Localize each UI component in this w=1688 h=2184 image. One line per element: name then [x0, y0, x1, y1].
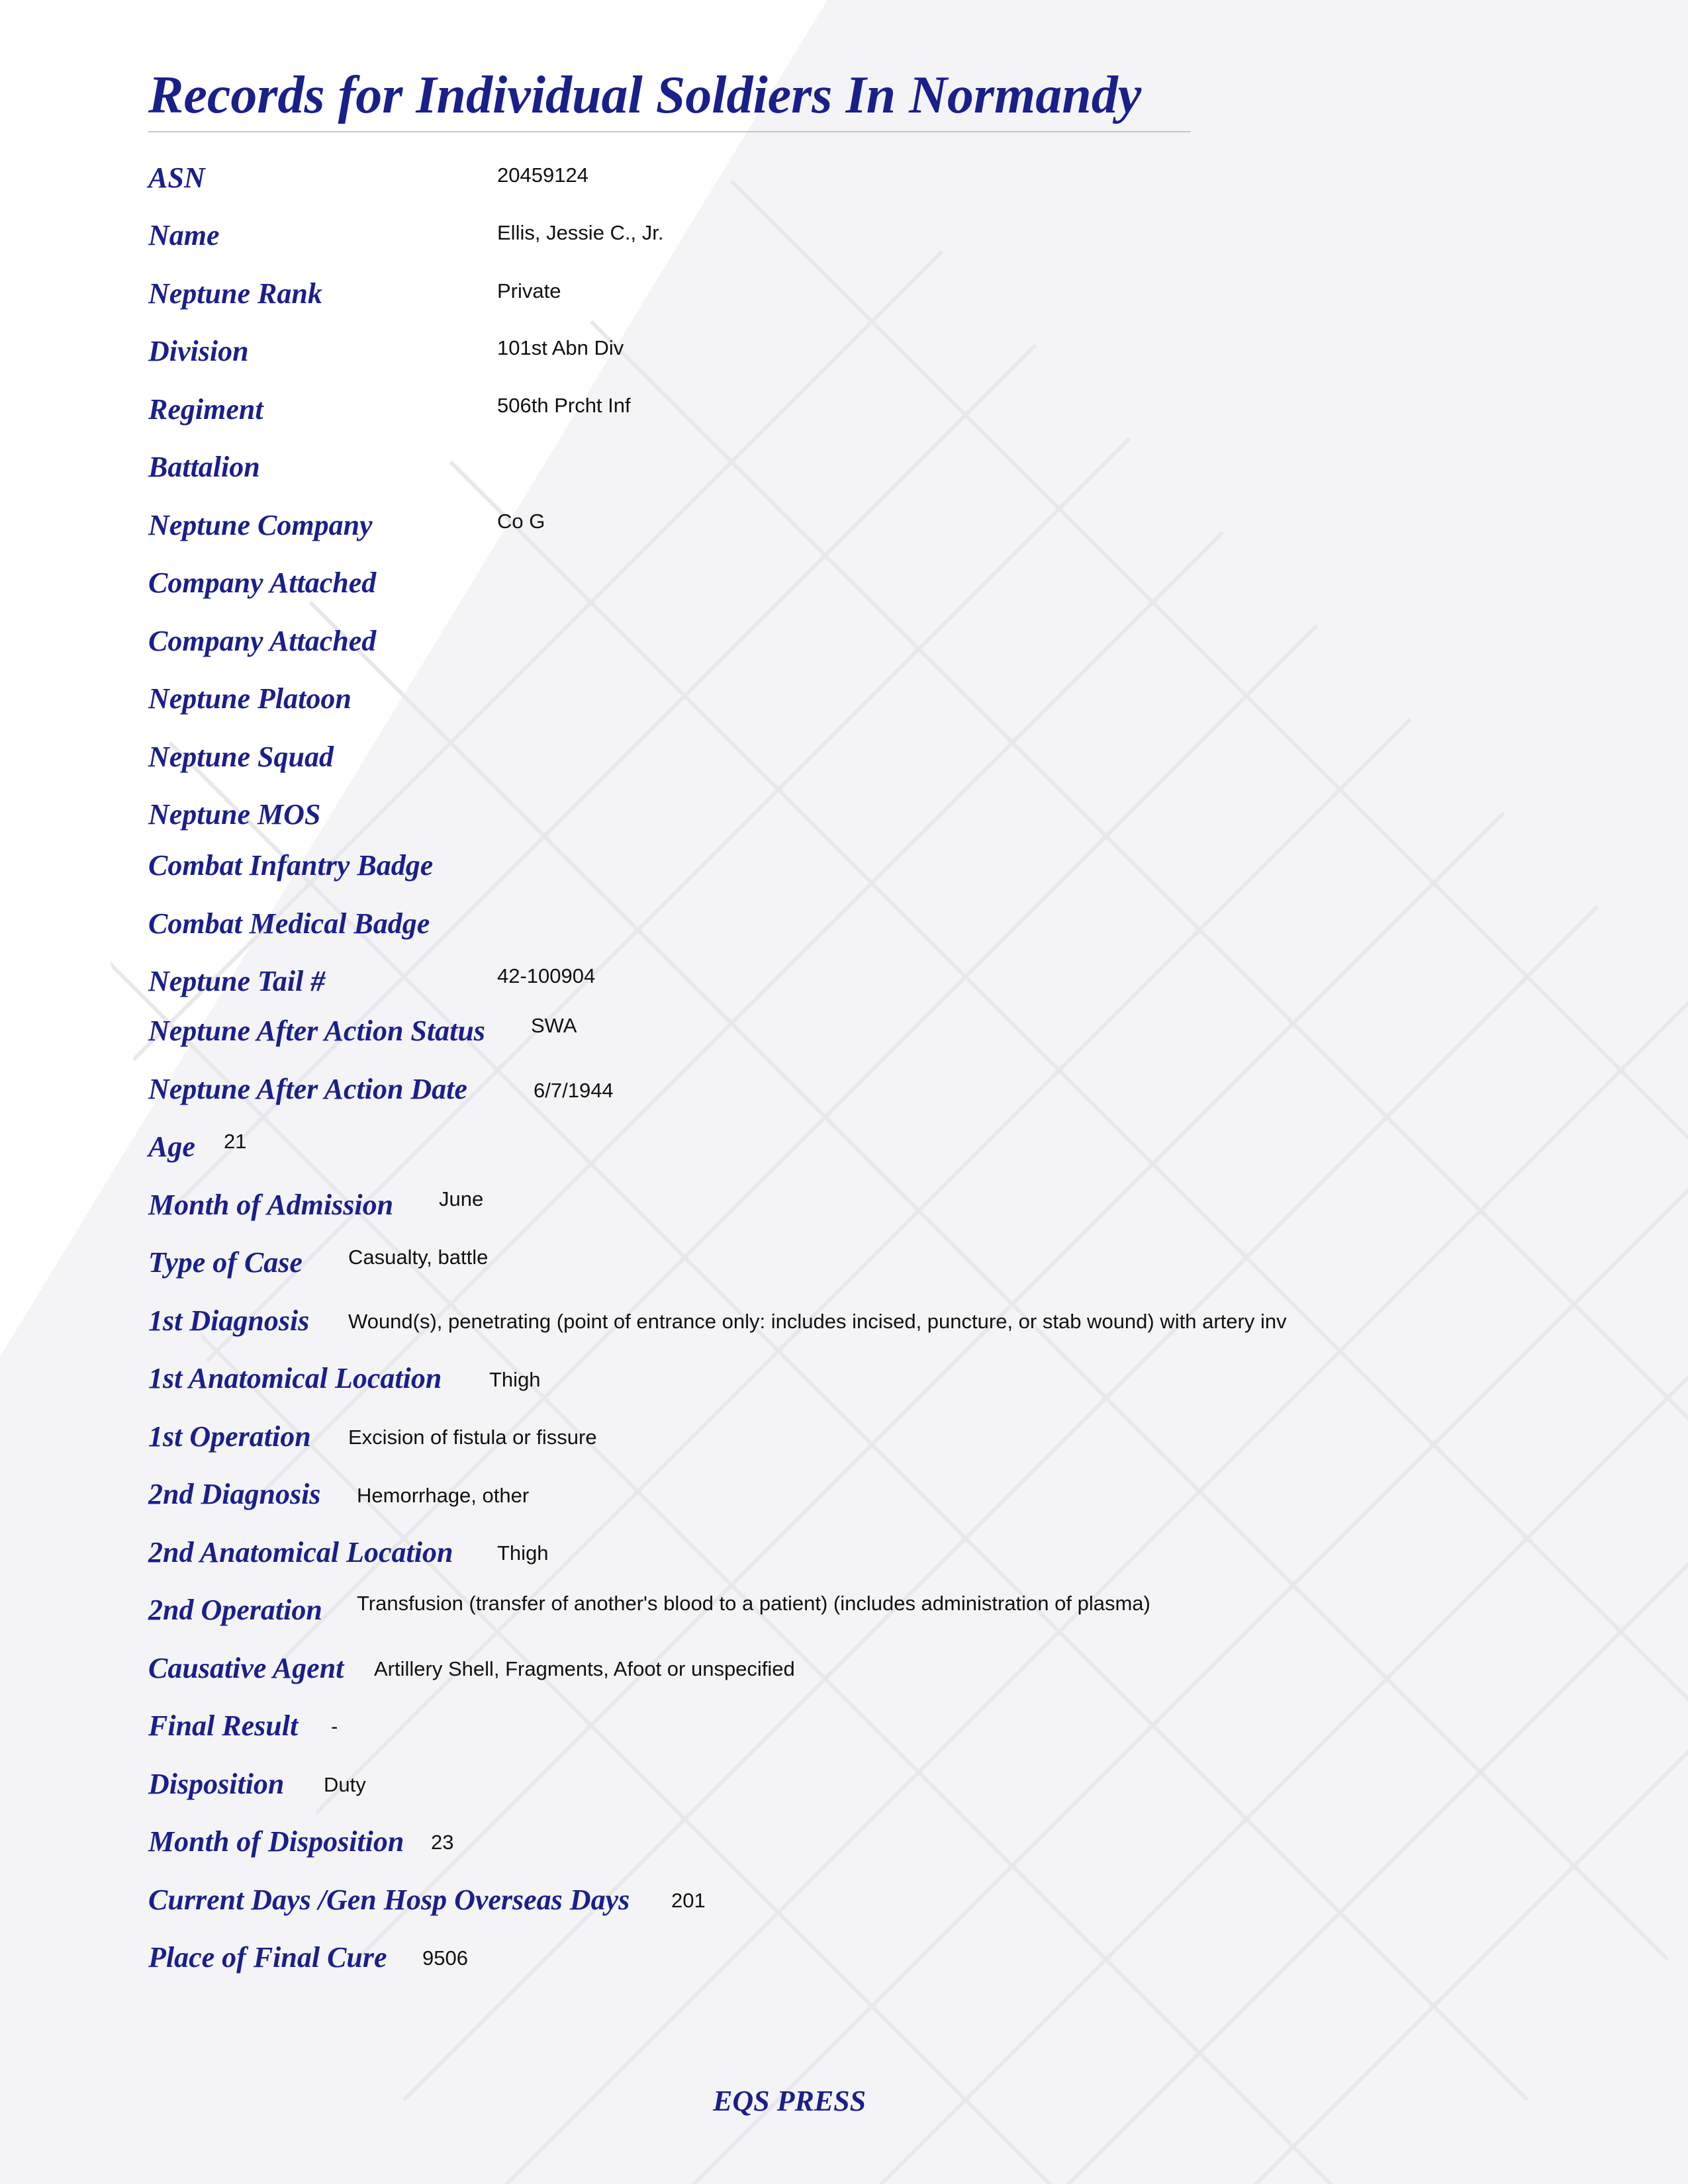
label-final-result: Final Result [148, 1709, 299, 1742]
label-company-attached-2: Company Attached [148, 625, 377, 657]
label-causative-agent: Causative Agent [148, 1652, 344, 1684]
label-place-of-final-cure: Place of Final Cure [148, 1941, 387, 1974]
value-after-action-status: SWA [531, 1014, 577, 1037]
value-age: 21 [224, 1130, 247, 1153]
label-after-action-date: Neptune After Action Date [148, 1073, 467, 1105]
label-month-of-admission: Month of Admission [148, 1189, 394, 1221]
value-1st-diagnosis: Wound(s), penetrating (point of entrance only: includes incised, puncture, or stab wound) with artery inv [348, 1310, 1287, 1333]
value-division: 101st Abn Div [497, 336, 624, 359]
label-neptune-mos: Neptune MOS [148, 798, 321, 831]
value-2nd-diagnosis: Hemorrhage, other [357, 1484, 530, 1507]
value-overseas-days: 201 [671, 1889, 706, 1912]
label-neptune-squad: Neptune Squad [148, 741, 334, 773]
label-2nd-diagnosis: 2nd Diagnosis [148, 1478, 321, 1510]
footer-publisher: EQS PRESS [713, 2085, 867, 2117]
label-month-of-disposition: Month of Disposition [148, 1825, 404, 1858]
value-name: Ellis, Jessie C., Jr. [497, 221, 664, 244]
label-combat-infantry-badge: Combat Infantry Badge [148, 849, 434, 882]
label-battalion: Battalion [148, 451, 260, 483]
value-1st-anatomical-location: Thigh [489, 1368, 541, 1391]
label-type-of-case: Type of Case [148, 1246, 303, 1279]
label-2nd-operation: 2nd Operation [148, 1594, 322, 1626]
value-final-result: - [331, 1715, 338, 1738]
label-1st-anatomical-location: 1st Anatomical Location [148, 1362, 442, 1394]
value-regiment: 506th Prcht Inf [497, 394, 631, 417]
label-neptune-platoon: Neptune Platoon [148, 682, 352, 715]
value-after-action-date: 6/7/1944 [534, 1079, 614, 1102]
label-company-attached-1: Company Attached [148, 567, 377, 599]
value-2nd-operation: Transfusion (transfer of another's blood to a patient) (includes administration of plasma) [357, 1592, 1150, 1615]
value-causative-agent: Artillery Shell, Fragments, Afoot or unspecified [374, 1657, 795, 1680]
value-type-of-case: Casualty, battle [348, 1246, 489, 1269]
value-neptune-company: Co G [497, 510, 545, 533]
value-2nd-anatomical-location: Thigh [497, 1541, 549, 1565]
label-division: Division [148, 335, 249, 367]
label-regiment: Regiment [148, 393, 263, 426]
value-1st-operation: Excision of fistula or fissure [348, 1426, 597, 1449]
value-place-of-final-cure: 9506 [422, 1946, 468, 1970]
value-month-of-admission: June [439, 1187, 484, 1210]
page-title: Records for Individual Soldiers In Normandy [148, 64, 1191, 132]
value-month-of-disposition: 23 [431, 1831, 454, 1854]
label-neptune-company: Neptune Company [148, 509, 373, 541]
label-after-action-status: Neptune After Action Status [148, 1015, 485, 1047]
label-combat-medical-badge: Combat Medical Badge [148, 907, 430, 940]
label-asn: ASN [148, 161, 205, 194]
label-age: Age [148, 1130, 195, 1163]
label-disposition: Disposition [148, 1768, 285, 1800]
label-overseas-days: Current Days /Gen Hosp Overseas Days [148, 1884, 630, 1916]
value-asn: 20459124 [497, 163, 588, 187]
value-neptune-rank: Private [497, 279, 561, 302]
value-neptune-tail-number: 42-100904 [497, 964, 596, 987]
value-disposition: Duty [324, 1773, 366, 1796]
label-1st-diagnosis: 1st Diagnosis [148, 1304, 310, 1337]
label-neptune-tail-number: Neptune Tail # [148, 965, 326, 997]
label-name: Name [148, 219, 220, 251]
label-neptune-rank: Neptune Rank [148, 277, 322, 310]
label-1st-operation: 1st Operation [148, 1420, 311, 1453]
label-2nd-anatomical-location: 2nd Anatomical Location [148, 1536, 453, 1569]
